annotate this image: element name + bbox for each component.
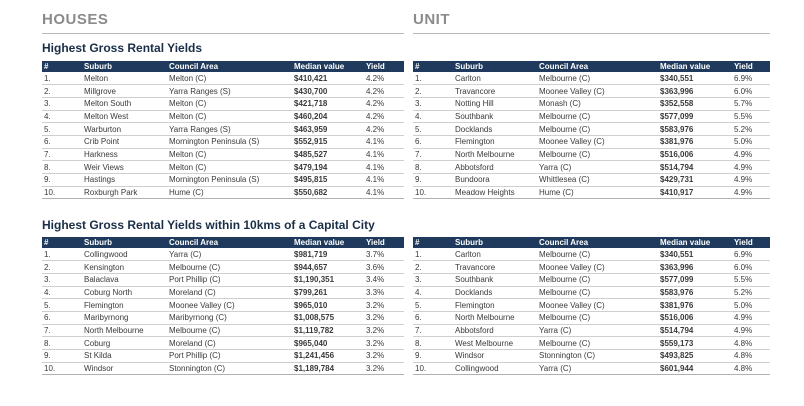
column-header-yield: Yield (734, 238, 753, 247)
cell-council-area: Melbourne (C) (537, 248, 658, 261)
column-header-median-value: Median value (660, 238, 711, 247)
table-row (413, 97, 770, 110)
cell-rank: 6. (413, 135, 453, 148)
cell-yield: 6.9% (732, 248, 770, 261)
cell-median-value: $1,008,575 (292, 311, 364, 324)
section-title-highest-yields: Highest Gross Rental Yields (42, 41, 203, 55)
cell-rank: 4. (413, 286, 453, 299)
cell-rank: 1. (413, 72, 453, 85)
column-header-council-area: Council Area (169, 62, 219, 71)
cell-council-area: Stonnington (C) (167, 362, 292, 375)
table-row (413, 72, 770, 85)
cell-council-area: Moonee Valley (C) (537, 85, 658, 98)
section-title-capital-city-yields: Highest Gross Rental Yields within 10kms of a Capital City (42, 218, 375, 232)
cell-suburb: North Melbourne (82, 324, 167, 337)
table-row (42, 311, 404, 324)
table-header-row (42, 237, 404, 248)
cell-yield: 4.2% (364, 85, 404, 98)
cell-median-value: $516,006 (658, 311, 732, 324)
cell-council-area: Moreland (C) (167, 337, 292, 350)
cell-yield: 4.9% (732, 174, 770, 187)
cell-yield: 4.1% (364, 135, 404, 148)
cell-rank: 2. (413, 261, 453, 274)
cell-rank: 7. (413, 324, 453, 337)
cell-yield: 4.9% (732, 186, 770, 199)
column-header-suburb: Suburb (455, 238, 483, 247)
cell-rank: 4. (42, 286, 82, 299)
cell-yield: 4.9% (732, 311, 770, 324)
column-header-rank: # (415, 238, 420, 247)
table-row (42, 72, 404, 85)
cell-council-area: Whittlesea (C) (537, 174, 658, 187)
cell-suburb: Millgrove (82, 85, 167, 98)
cell-rank: 1. (413, 248, 453, 261)
cell-suburb: Docklands (453, 286, 537, 299)
cell-suburb: Southbank (453, 110, 537, 123)
cell-council-area: Moonee Valley (C) (167, 299, 292, 312)
table-row (42, 248, 404, 261)
cell-median-value: $381,976 (658, 299, 732, 312)
cell-suburb: St Kilda (82, 350, 167, 363)
table-row (42, 324, 404, 337)
table-row (413, 299, 770, 312)
cell-median-value: $410,421 (292, 72, 364, 85)
cell-suburb: Warburton (82, 123, 167, 136)
table-row (42, 337, 404, 350)
cell-council-area: Moreland (C) (167, 286, 292, 299)
cell-yield: 4.8% (732, 337, 770, 350)
table-row (413, 135, 770, 148)
column-header-median-value: Median value (294, 62, 345, 71)
table-row (42, 123, 404, 136)
column-header-median-value: Median value (660, 62, 711, 71)
cell-median-value: $363,996 (658, 261, 732, 274)
cell-rank: 4. (413, 110, 453, 123)
cell-rank: 10. (413, 186, 453, 199)
cell-suburb: Travancore (453, 261, 537, 274)
column-header-suburb: Suburb (455, 62, 483, 71)
cell-yield: 5.7% (732, 97, 770, 110)
cell-suburb: Kensington (82, 261, 167, 274)
cell-yield: 3.2% (364, 362, 404, 375)
cell-council-area: Hume (C) (167, 186, 292, 199)
cell-median-value: $601,944 (658, 362, 732, 375)
table-row (413, 311, 770, 324)
cell-yield: 4.1% (364, 161, 404, 174)
table-row (42, 85, 404, 98)
table-row (413, 123, 770, 136)
cell-rank: 3. (42, 273, 82, 286)
houses-bottom-table (42, 237, 404, 375)
cell-council-area: Monash (C) (537, 97, 658, 110)
cell-council-area: Melbourne (C) (167, 324, 292, 337)
cell-suburb: Carlton (453, 248, 537, 261)
unit-top-table (413, 61, 770, 199)
cell-suburb: Hastings (82, 174, 167, 187)
cell-council-area: Yarra (C) (537, 161, 658, 174)
cell-median-value: $550,682 (292, 186, 364, 199)
cell-median-value: $514,794 (658, 324, 732, 337)
column-header-suburb: Suburb (84, 62, 112, 71)
cell-suburb: Abbotsford (453, 161, 537, 174)
cell-median-value: $1,189,784 (292, 362, 364, 375)
table-row (42, 135, 404, 148)
cell-rank: 6. (413, 311, 453, 324)
cell-suburb: North Melbourne (453, 148, 537, 161)
cell-yield: 3.7% (364, 248, 404, 261)
cell-council-area: Yarra Ranges (S) (167, 85, 292, 98)
cell-yield: 5.2% (732, 286, 770, 299)
table-row (42, 286, 404, 299)
table-row (413, 286, 770, 299)
column-header-council-area: Council Area (169, 238, 219, 247)
cell-rank: 1. (42, 72, 82, 85)
cell-suburb: Harkness (82, 148, 167, 161)
cell-suburb: Carlton (453, 72, 537, 85)
cell-median-value: $799,261 (292, 286, 364, 299)
table-row (413, 248, 770, 261)
cell-median-value: $514,794 (658, 161, 732, 174)
table-header-row (42, 61, 404, 72)
cell-median-value: $1,119,782 (292, 324, 364, 337)
table-row (42, 299, 404, 312)
column-header-rank: # (415, 62, 420, 71)
table-row (42, 97, 404, 110)
cell-median-value: $583,976 (658, 123, 732, 136)
table-row (413, 362, 770, 375)
cell-median-value: $1,190,351 (292, 273, 364, 286)
cell-median-value: $410,917 (658, 186, 732, 199)
cell-median-value: $381,976 (658, 135, 732, 148)
cell-yield: 4.8% (732, 362, 770, 375)
cell-rank: 8. (42, 161, 82, 174)
table-row (413, 148, 770, 161)
cell-rank: 10. (42, 362, 82, 375)
cell-rank: 5. (413, 123, 453, 136)
cell-yield: 5.5% (732, 110, 770, 123)
cell-council-area: Moonee Valley (C) (537, 299, 658, 312)
cell-rank: 9. (413, 350, 453, 363)
cell-suburb: Crib Point (82, 135, 167, 148)
cell-suburb: Flemington (82, 299, 167, 312)
cell-council-area: Melton (C) (167, 161, 292, 174)
cell-yield: 5.0% (732, 299, 770, 312)
cell-suburb: Southbank (453, 273, 537, 286)
cell-council-area: Yarra (C) (167, 248, 292, 261)
cell-council-area: Melton (C) (167, 110, 292, 123)
cell-rank: 8. (413, 161, 453, 174)
table-row (42, 362, 404, 375)
cell-median-value: $552,915 (292, 135, 364, 148)
table-row (413, 161, 770, 174)
cell-yield: 3.2% (364, 350, 404, 363)
column-header-council-area: Council Area (539, 238, 589, 247)
cell-yield: 4.1% (364, 148, 404, 161)
cell-yield: 3.6% (364, 261, 404, 274)
cell-council-area: Yarra (C) (537, 362, 658, 375)
cell-yield: 5.2% (732, 123, 770, 136)
cell-median-value: $479,194 (292, 161, 364, 174)
table-row (42, 186, 404, 199)
cell-suburb: Flemington (453, 299, 537, 312)
cell-median-value: $460,204 (292, 110, 364, 123)
cell-yield: 4.2% (364, 72, 404, 85)
cell-council-area: Port Phillip (C) (167, 273, 292, 286)
cell-median-value: $965,040 (292, 337, 364, 350)
cell-council-area: Moonee Valley (C) (537, 261, 658, 274)
column-header-rank: # (44, 238, 49, 247)
table-row (42, 273, 404, 286)
table-row (413, 110, 770, 123)
cell-council-area: Maribyrnong (C) (167, 311, 292, 324)
cell-yield: 4.2% (364, 110, 404, 123)
cell-rank: 8. (413, 337, 453, 350)
cell-median-value: $485,527 (292, 148, 364, 161)
table-row (413, 85, 770, 98)
cell-rank: 7. (42, 148, 82, 161)
cell-yield: 4.9% (732, 324, 770, 337)
cell-suburb: Melton South (82, 97, 167, 110)
column-header-yield: Yield (734, 62, 753, 71)
cell-yield: 4.9% (732, 148, 770, 161)
table-row (413, 174, 770, 187)
column-header-rank: # (44, 62, 49, 71)
cell-yield: 6.9% (732, 72, 770, 85)
cell-suburb: Windsor (82, 362, 167, 375)
cell-median-value: $577,099 (658, 273, 732, 286)
cell-median-value: $559,173 (658, 337, 732, 350)
cell-council-area: Melbourne (C) (537, 110, 658, 123)
cell-median-value: $1,241,456 (292, 350, 364, 363)
cell-rank: 5. (42, 123, 82, 136)
cell-rank: 10. (42, 186, 82, 199)
cell-rank: 6. (42, 311, 82, 324)
cell-suburb: Coburg North (82, 286, 167, 299)
cell-suburb: Melton (82, 72, 167, 85)
cell-yield: 4.2% (364, 123, 404, 136)
cell-median-value: $340,551 (658, 72, 732, 85)
cell-median-value: $363,996 (658, 85, 732, 98)
cell-rank: 2. (42, 261, 82, 274)
cell-suburb: Docklands (453, 123, 537, 136)
cell-council-area: Melbourne (C) (537, 148, 658, 161)
cell-yield: 5.0% (732, 135, 770, 148)
cell-suburb: Travancore (453, 85, 537, 98)
cell-suburb: Collingwood (453, 362, 537, 375)
cell-rank: 1. (42, 248, 82, 261)
cell-council-area: Melbourne (C) (167, 261, 292, 274)
table-row (42, 261, 404, 274)
cell-rank: 5. (42, 299, 82, 312)
cell-suburb: North Melbourne (453, 311, 537, 324)
cell-yield: 6.0% (732, 85, 770, 98)
cell-median-value: $430,700 (292, 85, 364, 98)
cell-yield: 4.2% (364, 97, 404, 110)
cell-council-area: Melbourne (C) (537, 123, 658, 136)
cell-rank: 6. (42, 135, 82, 148)
cell-suburb: Melton West (82, 110, 167, 123)
unit-heading: UNIT (413, 11, 450, 28)
column-header-council-area: Council Area (539, 62, 589, 71)
cell-median-value: $516,006 (658, 148, 732, 161)
cell-council-area: Stonnington (C) (537, 350, 658, 363)
cell-median-value: $944,657 (292, 261, 364, 274)
cell-yield: 4.8% (732, 350, 770, 363)
cell-median-value: $493,825 (658, 350, 732, 363)
table-row (413, 186, 770, 199)
cell-council-area: Moonee Valley (C) (537, 135, 658, 148)
cell-median-value: $965,010 (292, 299, 364, 312)
cell-rank: 7. (42, 324, 82, 337)
cell-yield: 4.1% (364, 174, 404, 187)
cell-suburb: Weir Views (82, 161, 167, 174)
cell-council-area: Melton (C) (167, 148, 292, 161)
cell-yield: 4.9% (732, 161, 770, 174)
cell-median-value: $340,551 (658, 248, 732, 261)
cell-rank: 9. (42, 174, 82, 187)
cell-council-area: Yarra Ranges (S) (167, 123, 292, 136)
cell-median-value: $495,815 (292, 174, 364, 187)
cell-council-area: Port Phillip (C) (167, 350, 292, 363)
cell-yield: 3.2% (364, 324, 404, 337)
cell-council-area: Melbourne (C) (537, 311, 658, 324)
cell-rank: 9. (413, 174, 453, 187)
table-row (42, 161, 404, 174)
cell-median-value: $429,731 (658, 174, 732, 187)
cell-suburb: West Melbourne (453, 337, 537, 350)
cell-yield: 6.0% (732, 261, 770, 274)
table-row (42, 350, 404, 363)
cell-yield: 4.1% (364, 186, 404, 199)
cell-median-value: $352,558 (658, 97, 732, 110)
houses-top-table (42, 61, 404, 199)
cell-yield: 3.3% (364, 286, 404, 299)
column-header-median-value: Median value (294, 238, 345, 247)
houses-divider (42, 33, 404, 34)
unit-bottom-table (413, 237, 770, 375)
cell-rank: 7. (413, 148, 453, 161)
table-row (413, 350, 770, 363)
column-header-yield: Yield (366, 62, 385, 71)
cell-council-area: Melton (C) (167, 72, 292, 85)
table-row (42, 148, 404, 161)
cell-suburb: Coburg (82, 337, 167, 350)
cell-council-area: Mornington Peninsula (S) (167, 174, 292, 187)
cell-rank: 4. (42, 110, 82, 123)
houses-heading: HOUSES (42, 11, 109, 28)
cell-rank: 9. (42, 350, 82, 363)
cell-council-area: Melbourne (C) (537, 286, 658, 299)
cell-council-area: Melbourne (C) (537, 273, 658, 286)
cell-suburb: Notting Hill (453, 97, 537, 110)
cell-suburb: Balaclava (82, 273, 167, 286)
cell-suburb: Maribyrnong (82, 311, 167, 324)
cell-rank: 2. (42, 85, 82, 98)
table-row (42, 110, 404, 123)
cell-median-value: $463,959 (292, 123, 364, 136)
cell-council-area: Yarra (C) (537, 324, 658, 337)
cell-yield: 3.4% (364, 273, 404, 286)
cell-yield: 3.2% (364, 337, 404, 350)
cell-yield: 5.5% (732, 273, 770, 286)
cell-council-area: Mornington Peninsula (S) (167, 135, 292, 148)
table-row (413, 324, 770, 337)
cell-rank: 3. (413, 273, 453, 286)
cell-council-area: Melton (C) (167, 97, 292, 110)
cell-council-area: Melbourne (C) (537, 337, 658, 350)
cell-suburb: Meadow Heights (453, 186, 537, 199)
cell-rank: 2. (413, 85, 453, 98)
cell-median-value: $577,099 (658, 110, 732, 123)
cell-yield: 3.2% (364, 299, 404, 312)
cell-rank: 5. (413, 299, 453, 312)
unit-divider (413, 33, 770, 34)
column-header-suburb: Suburb (84, 238, 112, 247)
column-header-yield: Yield (366, 238, 385, 247)
cell-median-value: $583,976 (658, 286, 732, 299)
cell-suburb: Abbotsford (453, 324, 537, 337)
table-row (42, 174, 404, 187)
cell-council-area: Hume (C) (537, 186, 658, 199)
cell-rank: 3. (42, 97, 82, 110)
cell-median-value: $981,719 (292, 248, 364, 261)
table-row (413, 273, 770, 286)
cell-suburb: Flemington (453, 135, 537, 148)
cell-rank: 10. (413, 362, 453, 375)
table-header-row (413, 237, 770, 248)
table-header-row (413, 61, 770, 72)
cell-median-value: $421,718 (292, 97, 364, 110)
table-row (413, 261, 770, 274)
cell-suburb: Roxburgh Park (82, 186, 167, 199)
cell-rank: 8. (42, 337, 82, 350)
cell-suburb: Collingwood (82, 248, 167, 261)
cell-council-area: Melbourne (C) (537, 72, 658, 85)
cell-suburb: Windsor (453, 350, 537, 363)
cell-yield: 3.2% (364, 311, 404, 324)
table-row (413, 337, 770, 350)
cell-rank: 3. (413, 97, 453, 110)
cell-suburb: Bundoora (453, 174, 537, 187)
